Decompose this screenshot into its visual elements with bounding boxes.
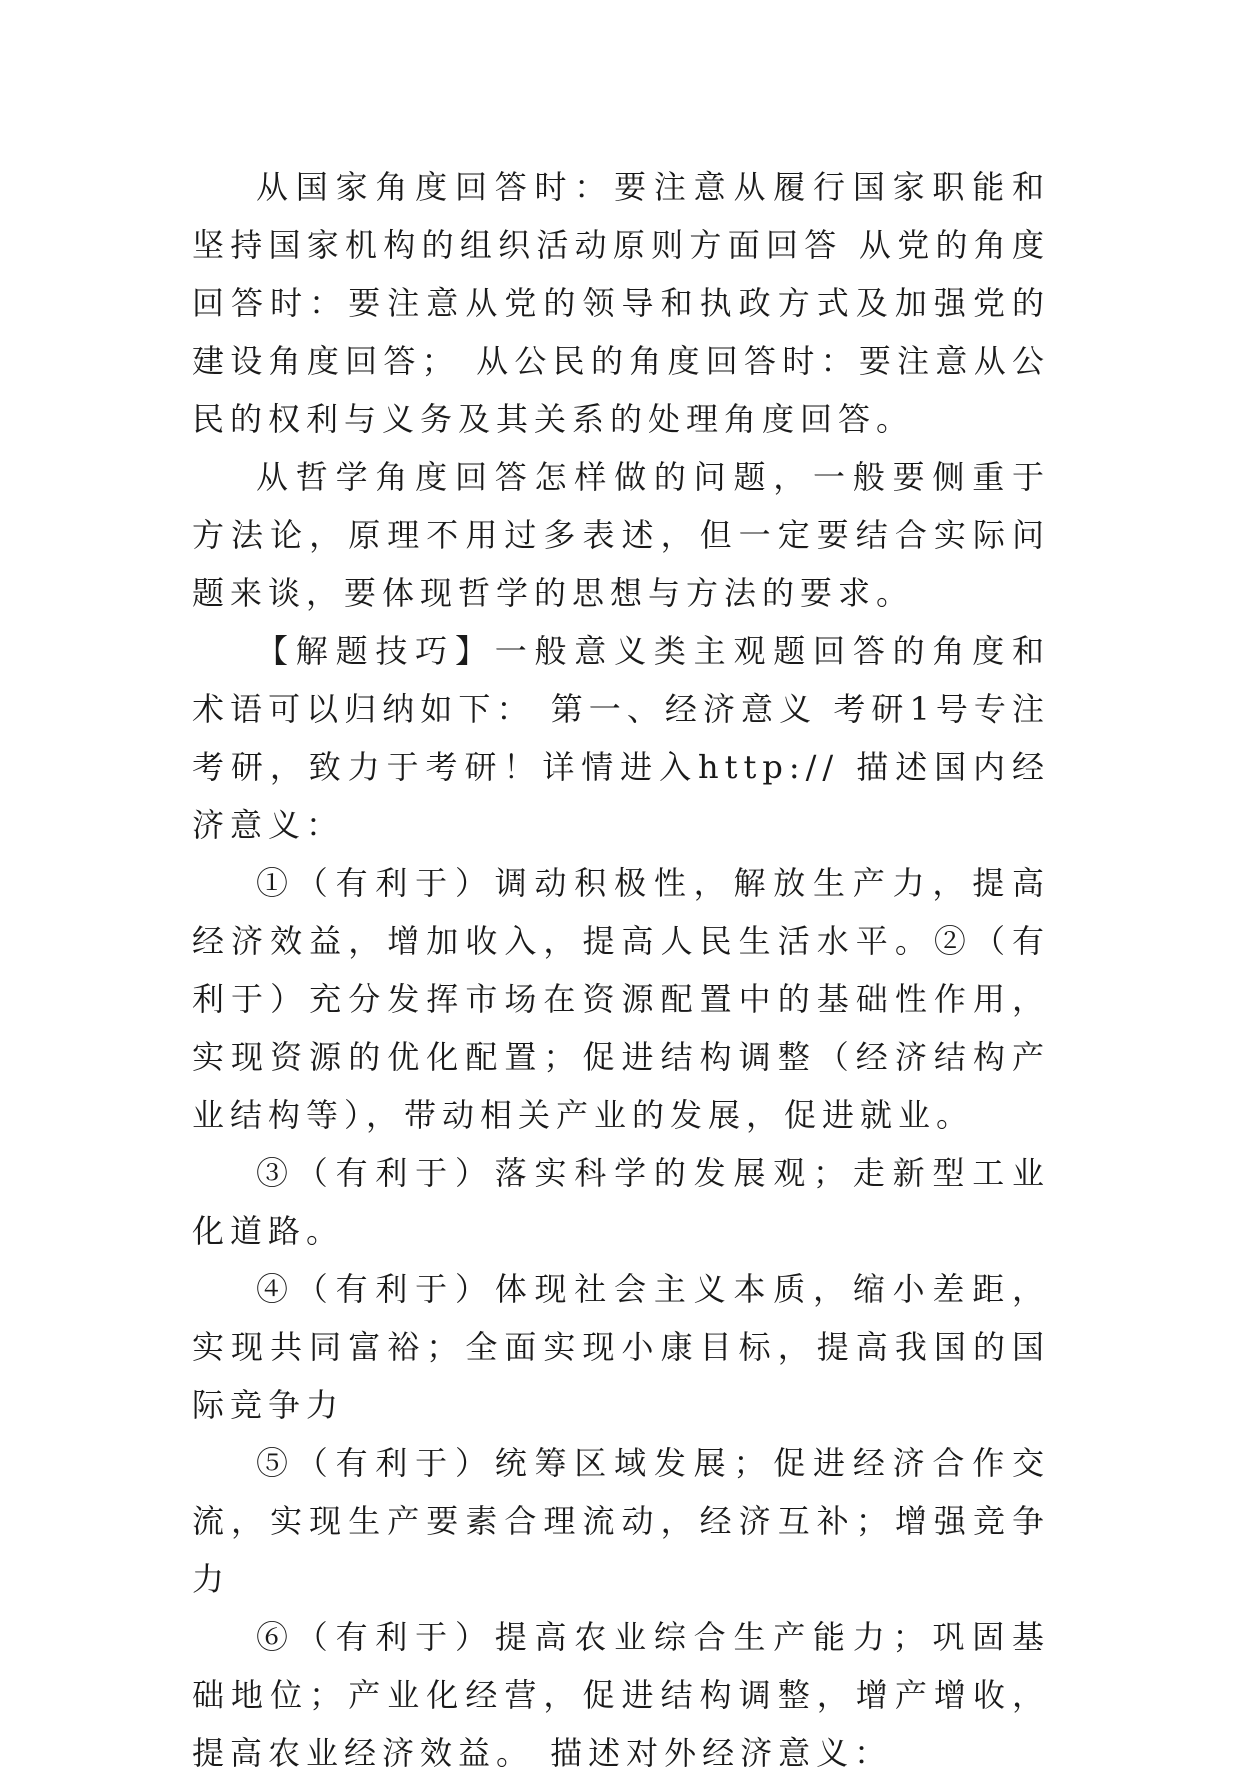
paragraph-techniques: 【解题技巧】一般意义类主观题回答的角度和术语可以归纳如下： 第一、经济意义 考研1号专注考研，致力于考研！详情进入http:// 描述国内经济意义：	[192, 632, 1050, 844]
paragraph-item-5: ⑤（有利于）统筹区域发展；促进经济合作交流，实现生产要素合理流动，经济互补；增强竞争力	[192, 1444, 1050, 1598]
paragraph-philosophy: 从哲学角度回答怎样做的问题，一般要侧重于方法论，原理不用过多表述，但一定要结合实际问题来谈，要体现哲学的思想与方法的要求。	[192, 458, 1050, 612]
paragraph-item-4: ④（有利于）体现社会主义本质，缩小差距，实现共同富裕；全面实现小康目标，提高我国的国际竞争力	[192, 1270, 1050, 1424]
paragraph-state-party-citizen: 从国家角度回答时：要注意从履行国家职能和坚持国家机构的组织活动原则方面回答 从党的角度回答时：要注意从党的领导和执政方式及加强党的建设角度回答； 从公民的角度回答时：要注意从公民的权利与义务及其关系的处理角度回答。	[192, 168, 1050, 438]
document-body	[192, 158, 1050, 1782]
paragraph-item-1-2: ①（有利于）调动积极性，解放生产力，提高经济效益，增加收入，提高人民生活水平。②（有利于）充分发挥市场在资源配置中的基础性作用，实现资源的优化配置；促进结构调整（经济结构产业结构等），带动相关产业的发展，促进就业。	[192, 864, 1050, 1134]
paragraph-item-3: ③（有利于）落实科学的发展观；走新型工业化道路。	[192, 1154, 1050, 1250]
paragraph-item-6: ⑥（有利于）提高农业综合生产能力；巩固基础地位；产业化经营，促进结构调整，增产增收，提高农业经济效益。 描述对外经济意义：	[192, 1618, 1050, 1772]
